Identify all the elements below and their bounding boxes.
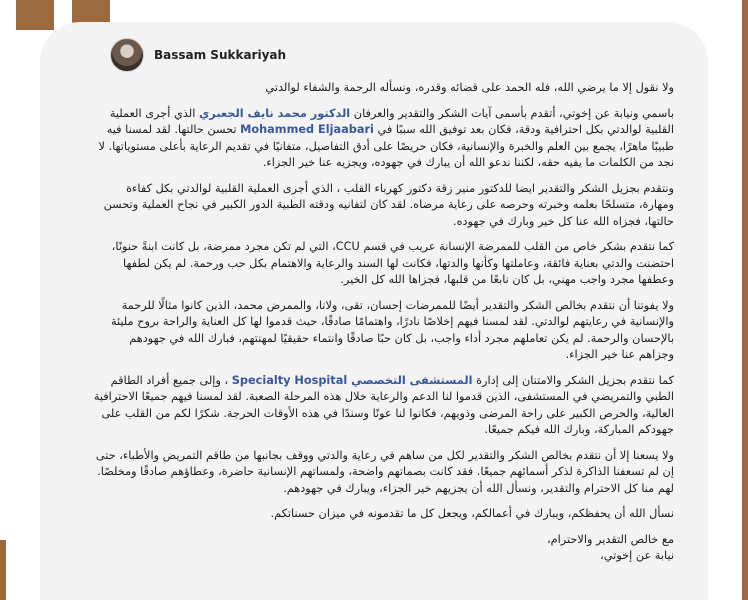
paragraph-electrophysiologist: ونتقدم بجزيل الشكر والتقدير ايضا للدكتور منير زقة دكتور كهرباء القلب ، الذي أجرى العملية القلبية لوالدتي بكل كفاءة ومهارة، متسلحًا بعلمه وخبرته وحرصه على رعاية مرضاه. لقد كان لتفانيه ودقته الطبية الدور الكبير في نجاح العملية وتحسن حالتها، فجزاه الله عنا كل خير وبارك في جهوده. xyxy=(103,181,674,228)
paragraph-text: ، وإلى جميع أفراد الطاقم الطبي والتمريضي في المستشفى، الذين قدموا لنا الدعم والرعاية خلال هذه المرحلة الصعبة. لقد لمسنا فيهم جميعًا الاحترافية العالية، والحرص الكبير على راحة المرضى وذويهم، فكانوا لنا عونًا وسندًا في هذه الأوقات الحرجة. شكرًا لكم من القلب على جهودكم المباركة، وبارك الله فيكم جميعًا. xyxy=(93,373,674,436)
decorative-side-bar xyxy=(742,0,748,600)
paragraph-nurse-thanks: كما نتقدم بشكر خاص من القلب للممرضة الإنسانة عريب في قسم CCU، التي لم تكن مجرد ممرضة، بل كانت ابنةً حنونًا، احتضنت والدتي بعناية فائقة، وعاملتها وكأنها والدتها، فكانت لها السند والرعاية والاهتمام بكل حب ورحمة. لم يكن لطفها وعطفها مجرد واجب مهني، بل كان نابعًا من قلبها، فجزاها الله كل الخير. xyxy=(111,240,674,286)
paragraph-doctor-thanks xyxy=(92,106,674,172)
decorative-square-left xyxy=(16,0,54,30)
paragraph-nursing-team: ولا يفوتنا أن نتقدم بخالص الشكر والتقدير أيضًا للممرضات إحسان، تقى، ولانا، والممرض محمد، الذين كانوا مثالًا للرحمة والإنسانية في رعايتهم لوالدتي. لقد لمسنا فيهم إخلاصًا نادرًا، واهتمامًا صادقًا، حيث قدموا لها كل العناية والراحة بروح مليئة بالإحسان والرحمة. لم يكن تعاملهم مجرد أداء واجب، بل كان حبًا صادقًا وانتماء حقيقيًا لمهنتهم، فبارك الله في جهودهم وجزاهم عنا خير الجزاء. xyxy=(110,298,674,361)
paragraph-hospital-thanks xyxy=(92,373,674,439)
post-body xyxy=(92,80,674,565)
paragraph-prayer: نسأل الله أن يحفظكم، ويبارك في أعمالكم، ويجعل كل ما تقدمونه في ميزان حسناتكم. xyxy=(270,507,674,520)
mention-hospital[interactable]: المستشفى التخصصي Specialty Hospital xyxy=(231,373,473,387)
decorative-left-bar xyxy=(0,540,6,600)
avatar[interactable] xyxy=(110,38,144,72)
paragraph-text: كما نتقدم بجزيل الشكر والامتنان إلى إدارة xyxy=(476,373,674,387)
paragraph-intro: ولا نقول إلا ما يرضي الله، فله الحمد على قضائه وقدره، ونسأله الرحمة والشفاء لوالدتي xyxy=(265,81,674,94)
mention-doctor-english[interactable]: Mohammed Eljaabari xyxy=(240,123,374,136)
closing-line-1: مع خالص التقدير والاحترام، xyxy=(547,532,674,546)
paragraph-text: تحسن حالتها. لقد لمسنا فيه طبيبًا ماهرًا، يجمع بين العلم والخبرة والإنسانية، فكان حريصًا على أدق التفاصيل، متفانيًا في تقديم الرعاية بأعلى مستوياتها. لا نجد من الكلمات ما يفيه حقه، لكننا ندعو الله أن يبارك في جهوده، ويجزيه عنا خير الجزاء. xyxy=(98,123,674,169)
paragraph-text: باسمي ونيابة عن إخوتي، أتقدم بأسمى آيات الشكر والتقدير والعرفان xyxy=(353,106,674,120)
post-header xyxy=(110,36,286,74)
author-name[interactable]: Bassam Sukkariyah xyxy=(154,48,287,62)
post-card xyxy=(40,22,708,600)
paragraph-text: الذي أجرى العملية القلبية لوالدتي بكل احترافية ودقة، فكان بعد توفيق الله سببًا في xyxy=(109,106,674,136)
paragraph-staff-thanks: ولا يسعنا إلا أن نتقدم بخالص الشكر والتقدير لكل من ساهم في رعاية والدتي ووقف بجانبها من طاقم التمريض والأطباء، حتى إن لم تسعفنا الذاكرة لذكر أسمائهم جميعًا. فقد كانت بصماتهم واضحة، ولمساتهم الإنسانية حاضرة، وعطاؤهم صادقًا ومخلصًا. لهم منا كل الاحترام والتقدير، ونسأل الله أن يجزيهم خير الجزاء، ويبارك في جهودهم. xyxy=(95,448,674,495)
closing-line-2: نيابة عن إخوتي، xyxy=(600,549,674,562)
mention-doctor-arabic[interactable]: الدكتور محمد نايف الجعبري xyxy=(198,106,351,120)
